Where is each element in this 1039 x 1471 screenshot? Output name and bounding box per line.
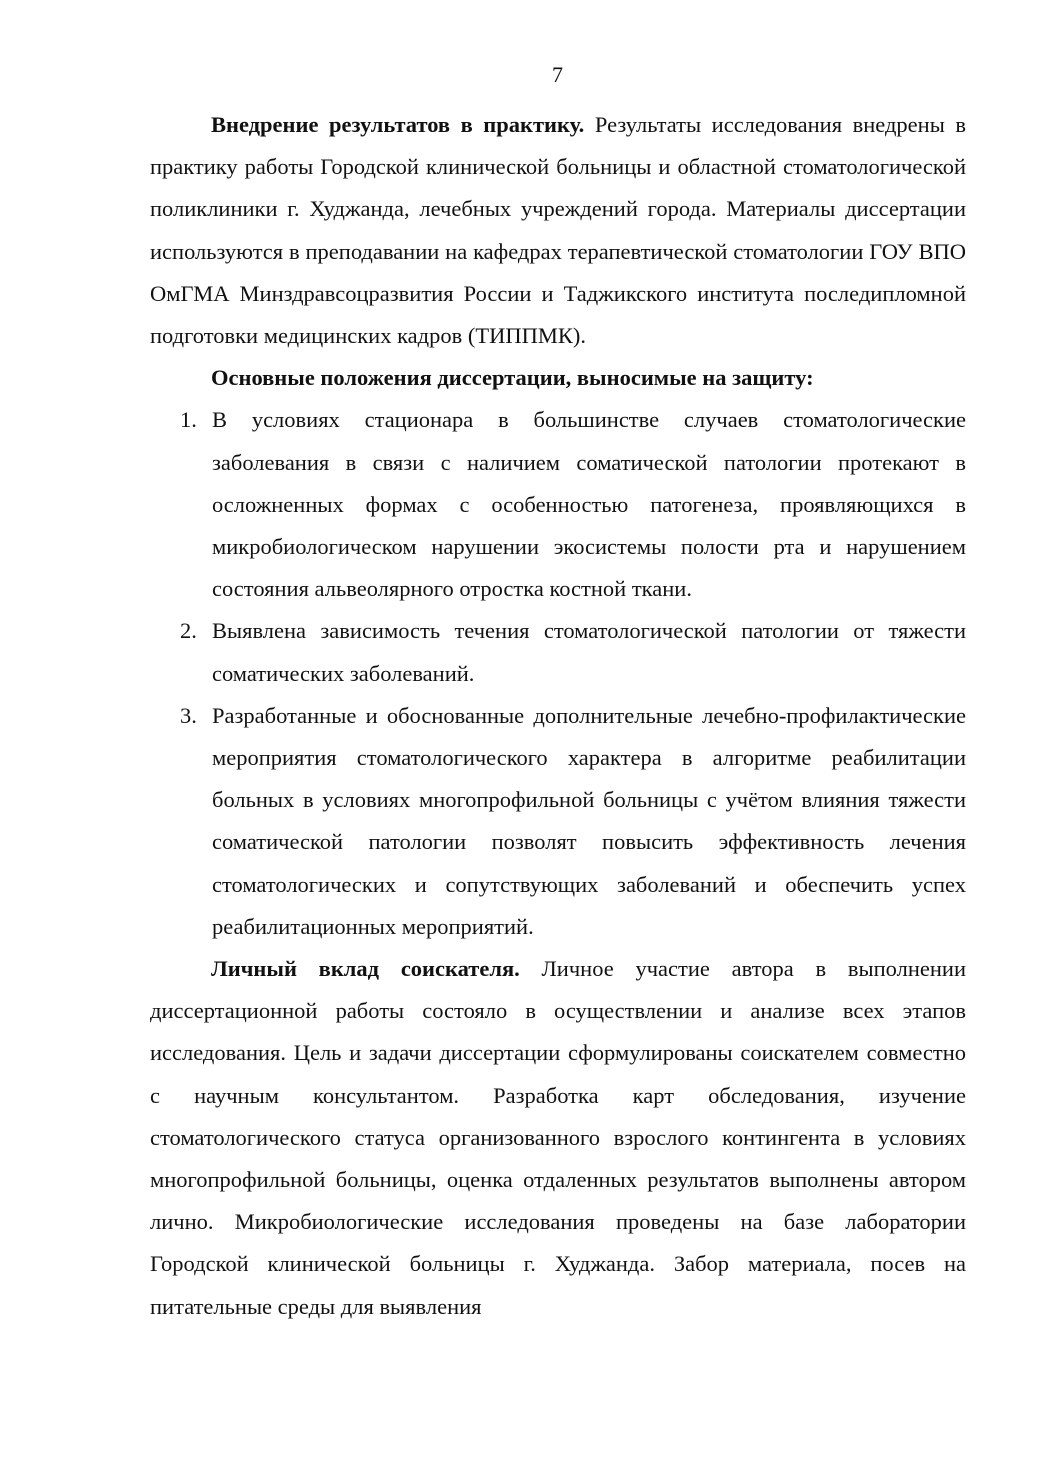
thesis-number: 2. — [180, 618, 197, 644]
theses-list — [150, 399, 966, 948]
thesis-item — [180, 610, 966, 694]
thesis-text: Выявлена зависимость течения стоматологической патологии от тяжести соматических заболеваний. — [212, 618, 966, 686]
thesis-text: В условиях стационара в большинстве случаев стоматологические заболевания в связи с наличием соматической патологии протекают в осложненных формах с особенностью патогенеза, проявляющихся в микробиологическом нарушении экосистемы полости рта и нарушением состояния альвеолярного отростка костной ткани. — [212, 407, 966, 602]
theses-heading: Основные положения диссертации, выносимые на защиту: — [211, 365, 814, 391]
thesis-number: 3. — [180, 702, 197, 728]
contribution-heading: Личный вклад соискателя. — [211, 956, 520, 982]
page-number: 7 — [552, 62, 563, 87]
thesis-number: 1. — [180, 407, 197, 433]
implementation-heading: Внедрение результатов в практику. — [211, 112, 585, 137]
implementation-paragraph — [150, 104, 966, 357]
thesis-item — [180, 695, 966, 948]
contribution-text: Личное участие автора в выполнении диссертационной работы состояло в осуществлении и анализе всех этапов исследования. Цель и задачи диссертации сформулированы соискателем совместно с научным консультантом. Разработка карт обследования, изучение стоматологического статуса организованного взрослого контингента в условиях многопрофильной больницы, оценка отдаленных результатов выполнены автором лично. Микробиологические исследования проведены на базе лаборатории Городской клинической больницы г. Худжанда. Забор материала, посев на питательные среды для выявления — [150, 956, 966, 1319]
thesis-item — [180, 399, 966, 610]
implementation-text: Результаты исследования внедрены в практику работы Городской клинической больницы и областной стоматологической поликлиники г. Худжанда, лечебных учреждений города. Материалы диссертации используются в преподавании на кафедрах терапевтической стоматологии ГОУ ВПО ОмГМА Минздравсоцразвития России и Таджикского института последипломной подготовки медицинских кадров (ТИППМК). — [150, 112, 966, 349]
thesis-text: Разработанные и обоснованные дополнительные лечебно-профилактические мероприятия стоматологического характера в алгоритме реабилитации больных в условиях многопрофильной больницы с учётом влияния тяжести соматической патологии позволят повысить эффективность лечения стоматологических и сопутствующих заболеваний и обеспечить успех реабилитационных мероприятий. — [212, 702, 966, 939]
contribution-paragraph — [150, 948, 966, 1328]
page-body — [150, 104, 966, 1328]
